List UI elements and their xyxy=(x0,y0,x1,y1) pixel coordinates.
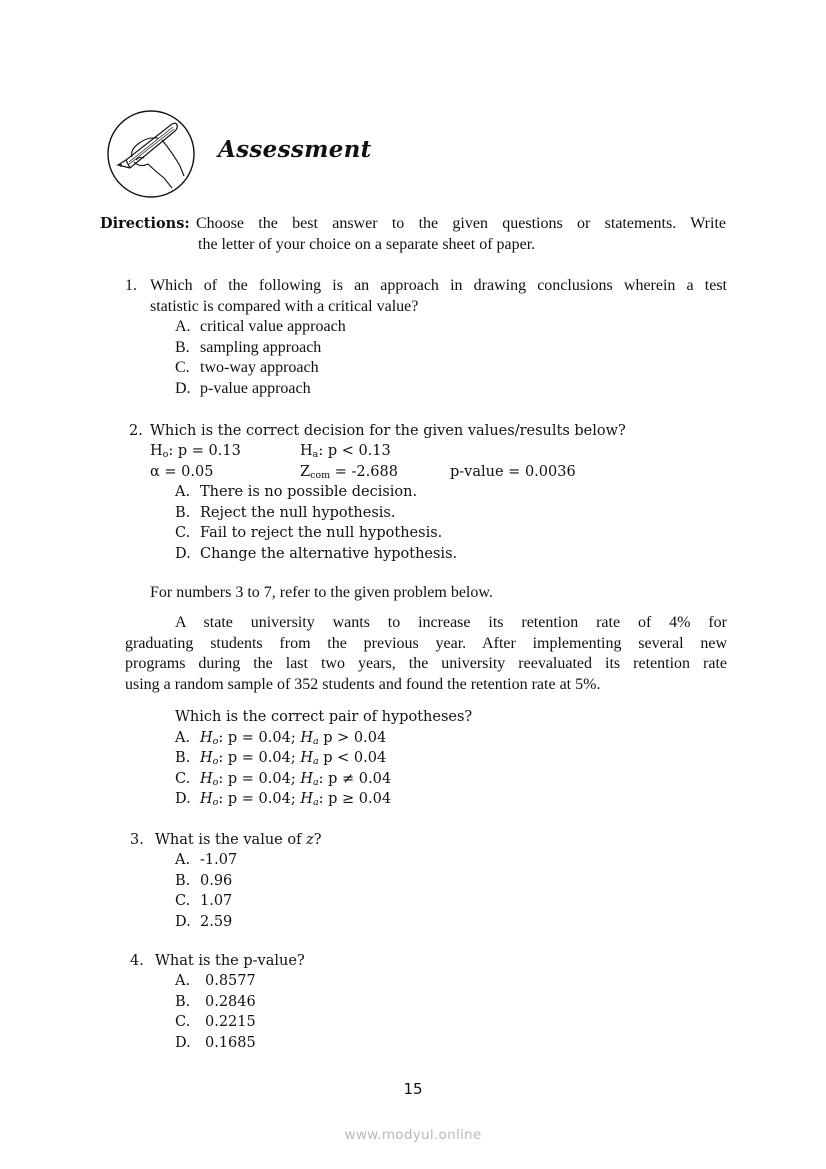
question-4-text: What is the p-value? xyxy=(155,953,305,969)
question-4-option-c[interactable]: C. 0.2215 xyxy=(175,1014,256,1030)
hypotheses-question-text: Which is the correct pair of hypotheses? xyxy=(175,709,473,725)
hand-writing-pencil-icon xyxy=(106,110,196,198)
question-3-number: 3. xyxy=(130,832,144,848)
question-1-option-c[interactable]: C. two-way approach xyxy=(175,359,319,376)
question-4-option-d[interactable]: D. 0.1685 xyxy=(175,1035,256,1051)
alt-hypothesis-given: $H_a$: p < 0.13 xyxy=(300,443,391,460)
problem-line-3: programs during the last two years, the university reevaluated its retention rate xyxy=(125,655,727,672)
watermark: www.modyul.online xyxy=(344,1127,482,1143)
question-4-number: 4. xyxy=(130,953,144,969)
alpha-value: α = 0.05 xyxy=(150,464,214,480)
question-3-option-c[interactable]: C. 1.07 xyxy=(175,893,233,909)
directions-text-line2: the letter of your choice on a separate sheet of paper. xyxy=(198,236,536,253)
question-1-option-a[interactable]: A. critical value approach xyxy=(175,318,346,335)
question-2-option-c[interactable]: C. Fail to reject the null hypothesis. xyxy=(175,525,443,541)
question-4-option-b[interactable]: B. 0.2846 xyxy=(175,994,256,1010)
question-1-option-b[interactable]: B. sampling approach xyxy=(175,339,322,356)
question-3-option-a[interactable]: A. -1.07 xyxy=(175,852,238,868)
null-hypothesis-given: $H_o$: p = 0.13 xyxy=(150,443,241,460)
directions-label: Directions: xyxy=(100,215,190,232)
question-1-option-d[interactable]: D. p-value approach xyxy=(175,380,311,397)
problem-intro: For numbers 3 to 7, refer to the given problem below. xyxy=(150,584,493,601)
problem-line-2: graduating students from the previous year. After implementing several new xyxy=(125,635,727,652)
question-2-option-b[interactable]: B. Reject the null hypothesis. xyxy=(175,505,396,521)
question-1-number: 1. xyxy=(125,277,137,294)
page-number: 15 xyxy=(403,1080,423,1098)
question-2-option-a[interactable]: A. There is no possible decision. xyxy=(175,484,418,500)
page-title: Assessment xyxy=(218,136,372,163)
hypotheses-option-b[interactable]: B. $H_o$: p = 0.04; $H_a$ p < 0.04 xyxy=(175,750,387,767)
question-2-text: Which is the correct decision for the given values/results below? xyxy=(150,423,626,439)
directions-text-line1: Choose the best answer to the given questions or statements. Write xyxy=(196,215,726,232)
question-3-text: What is the value of z? xyxy=(155,832,322,848)
p-value-given: p-value = 0.0036 xyxy=(450,464,576,480)
problem-line-1: A state university wants to increase its retention rate of 4% for xyxy=(175,614,727,631)
question-3-option-b[interactable]: B. 0.96 xyxy=(175,873,233,889)
question-3-option-d[interactable]: D. 2.59 xyxy=(175,914,233,930)
hypotheses-option-c[interactable]: C. $H_o$: p = 0.04; $H_a$: p ≠ 0.04 xyxy=(175,771,392,788)
question-1-text-line1: Which of the following is an approach in drawing conclusions wherein a test xyxy=(150,277,727,294)
question-1-text-line2: statistic is compared with a critical value? xyxy=(150,298,419,315)
hypotheses-option-a[interactable]: A. $H_o$: p = 0.04; $H_a$ p > 0.04 xyxy=(175,730,387,747)
z-computed-value: $Z_{com} = -2.688$ xyxy=(300,464,398,481)
question-2-option-d[interactable]: D. Change the alternative hypothesis. xyxy=(175,546,458,562)
question-4-option-a[interactable]: A. 0.8577 xyxy=(175,973,256,989)
problem-line-4: using a random sample of 352 students and found the retention rate at 5%. xyxy=(125,676,601,693)
hypotheses-option-d[interactable]: D. $H_o$: p = 0.04; $H_a$: p ≥ 0.04 xyxy=(175,791,392,808)
question-2-number: 2. xyxy=(129,423,143,439)
